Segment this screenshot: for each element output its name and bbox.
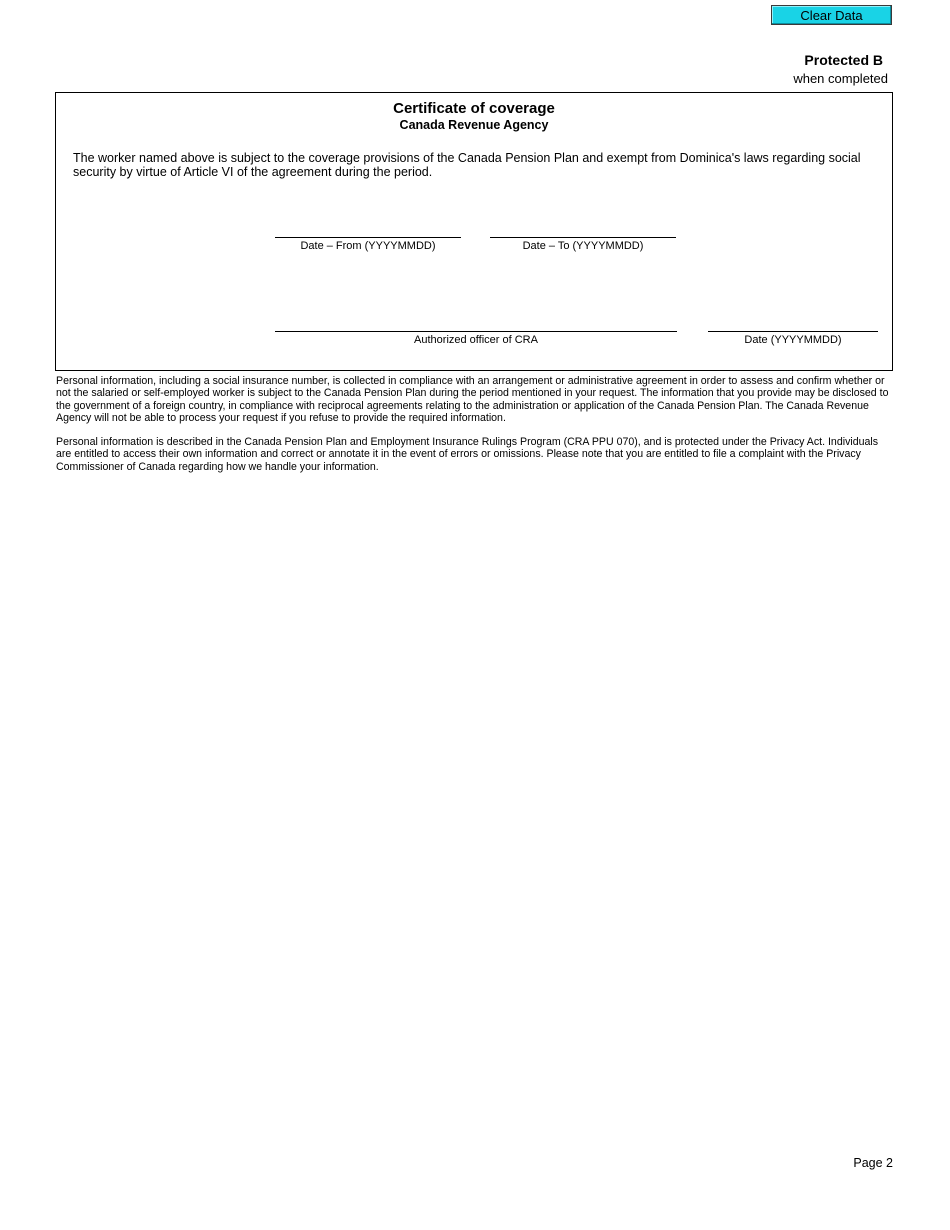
signature-date-label: Date (YYYYMMDD) bbox=[744, 334, 842, 346]
officer-label: Authorized officer of CRA bbox=[414, 334, 538, 346]
coverage-statement: The worker named above is subject to the coverage provisions of the Canada Pension Plan and exempt from Dominica's laws regarding social security by virtue of Article VI of the agreement during the period. bbox=[73, 151, 861, 179]
certificate-title: Certificate of coverage bbox=[393, 100, 555, 117]
when-completed-label: when completed bbox=[793, 71, 888, 86]
date-from-label: Date – From (YYYYMMDD) bbox=[300, 240, 436, 252]
officer-signature-field[interactable] bbox=[275, 331, 677, 332]
privacy-notice-paragraph-2: Personal information is described in the Canada Pension Plan and Employment Insurance Rulings Program (CRA PPU 070), and is protected under the Privacy Act. Individuals are entitled to access their own information and correct or annotate it in the event of errors or omissions. Please note that you are entitled to file a complaint with the Privacy Commissioner of Canada regarding how we handle your information. bbox=[56, 436, 879, 473]
protected-b-label: Protected B bbox=[804, 52, 883, 68]
date-to-field[interactable] bbox=[490, 237, 676, 238]
clear-data-button[interactable]: Clear Data bbox=[771, 5, 892, 25]
signature-date-field[interactable] bbox=[708, 331, 878, 332]
page-number: Page 2 bbox=[853, 1156, 893, 1170]
date-from-field[interactable] bbox=[275, 237, 461, 238]
certificate-box bbox=[55, 92, 893, 371]
privacy-notice-paragraph-1: Personal information, including a social insurance number, is collected in compliance with an arrangement or administrative agreement in order to assess and confirm whether or not the salaried or self-employed worker is subject to the Canada Pension Plan during the period mentioned in your request. The information that you provide may be disclosed to the government of a foreign country, in compliance with reciprocal agreements relating to the administration or application of the Canada Pension Plan. The Canada Revenue Agency will not be able to process your request if you refuse to provide the required information. bbox=[56, 375, 889, 424]
agency-name: Canada Revenue Agency bbox=[399, 118, 549, 132]
date-to-label: Date – To (YYYYMMDD) bbox=[522, 240, 644, 252]
